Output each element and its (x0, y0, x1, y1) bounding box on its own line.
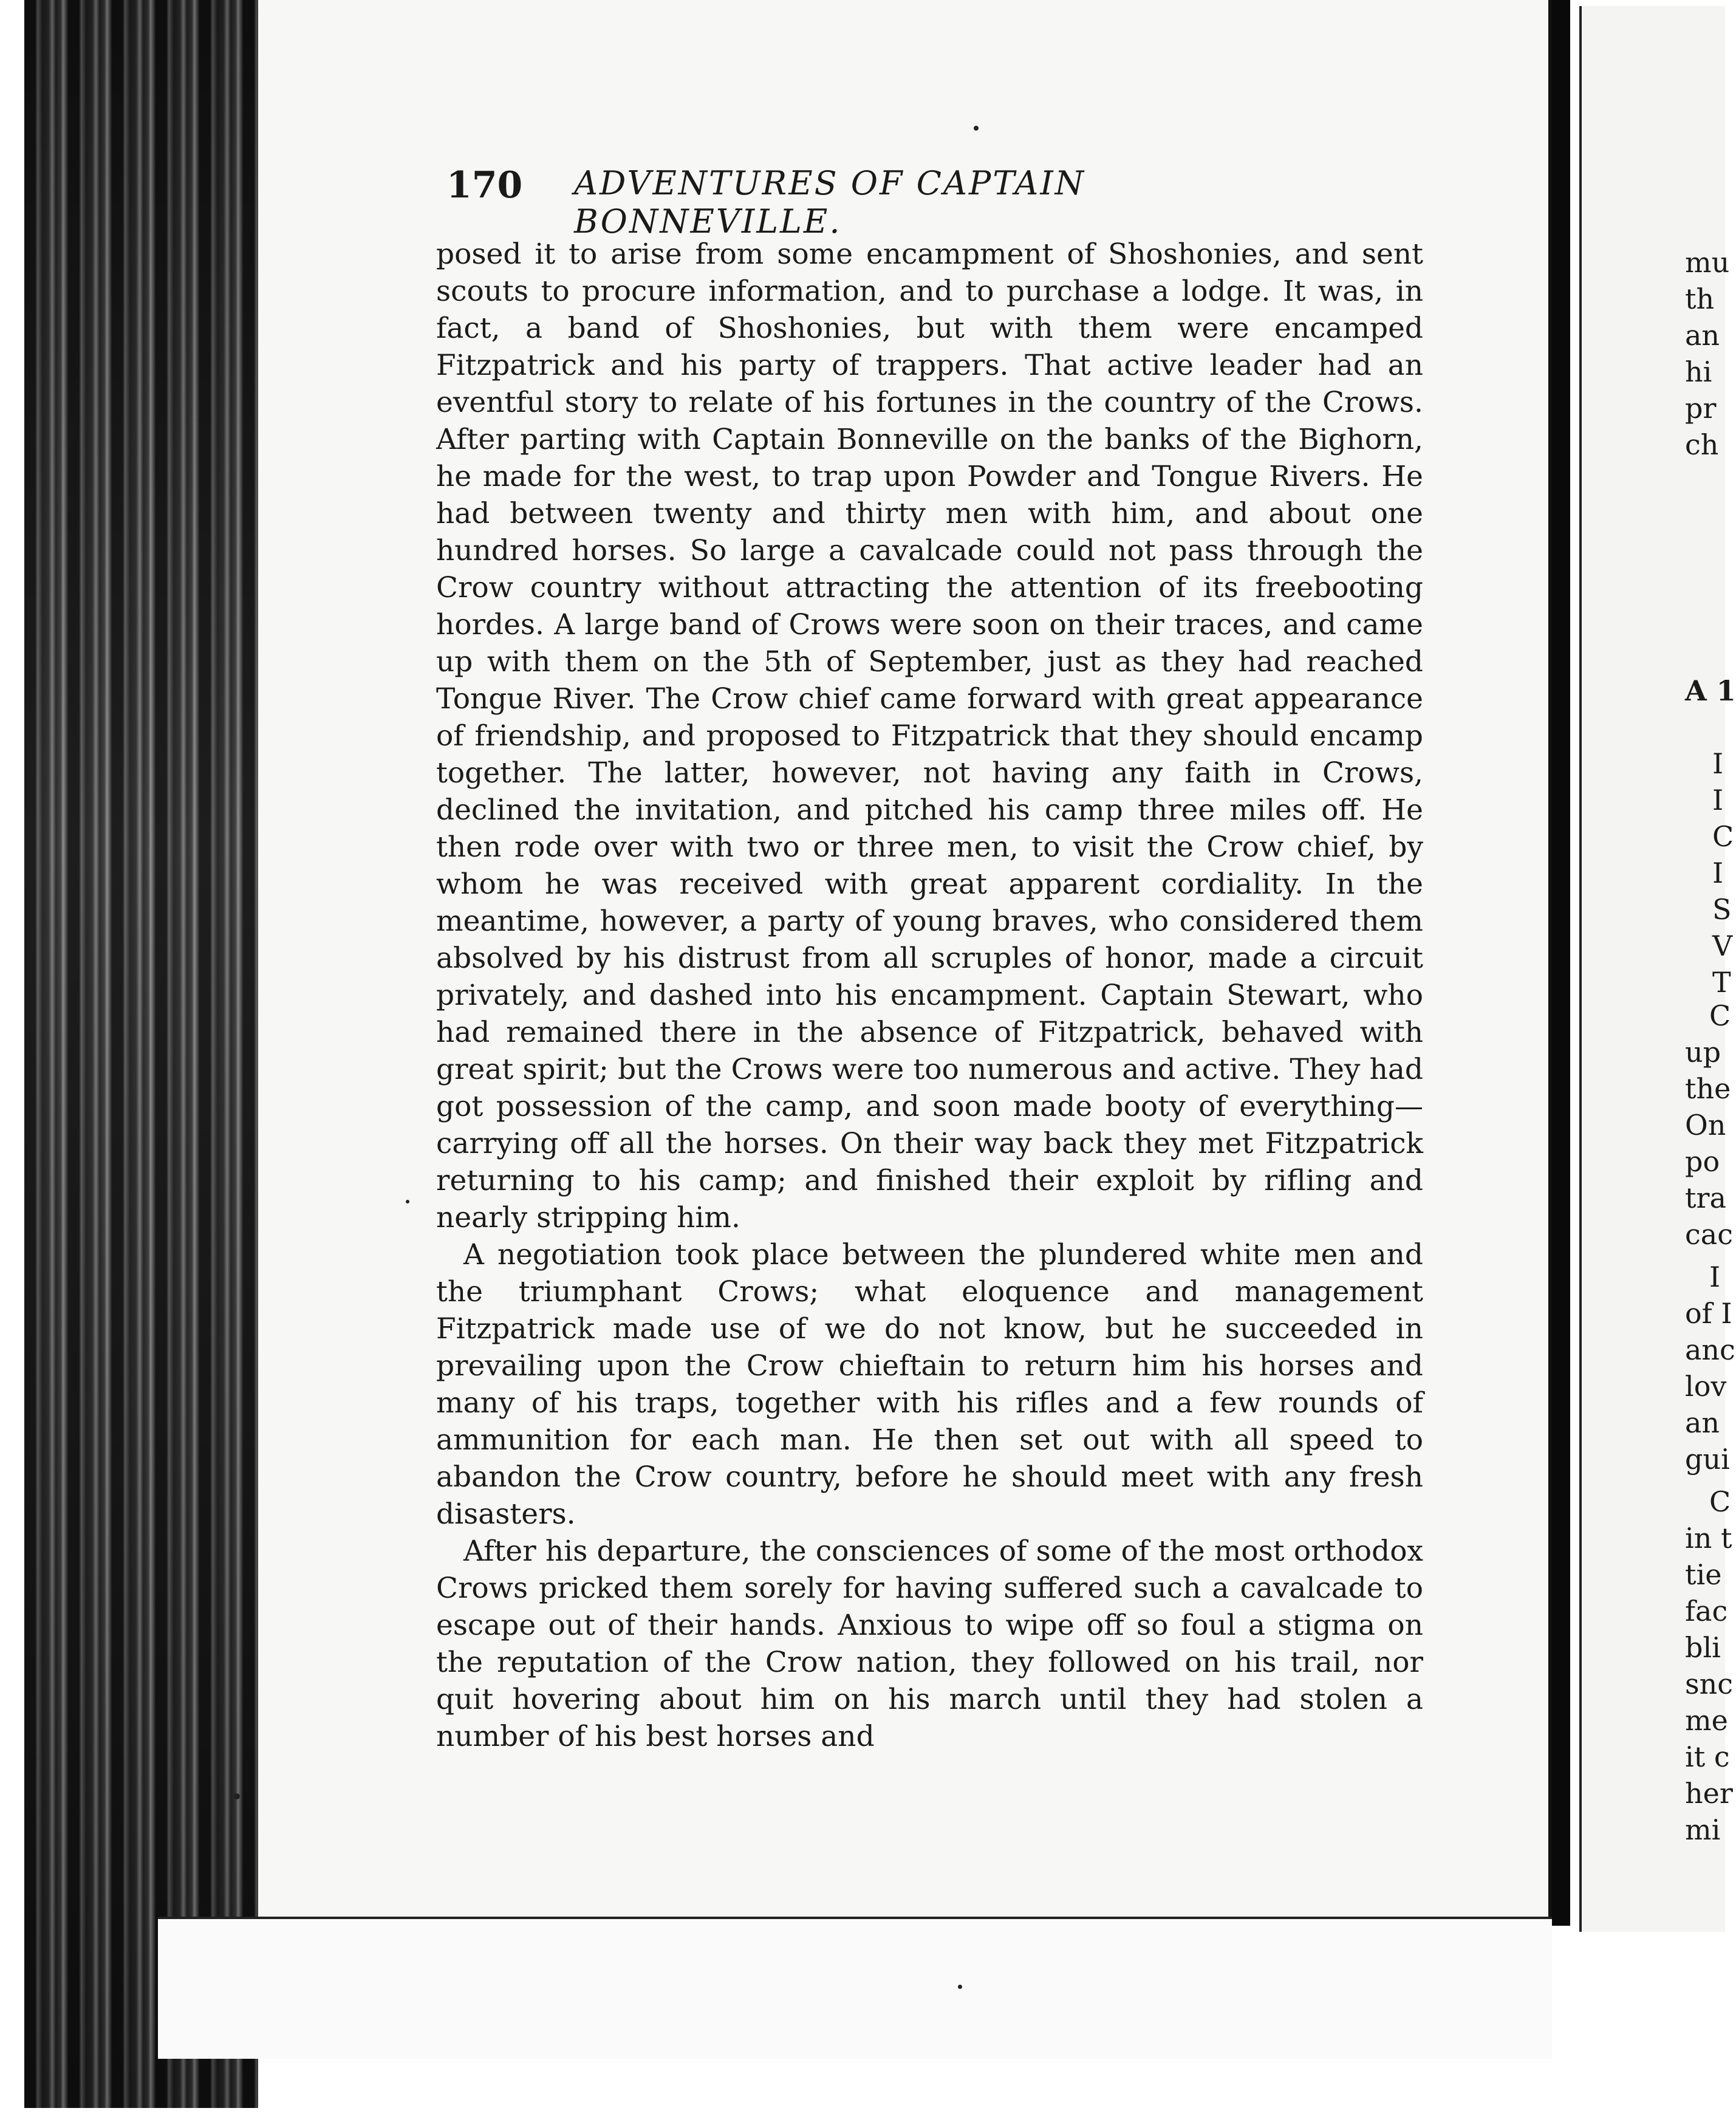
opposite-line: I (1712, 784, 1724, 816)
opposite-line: gui (1685, 1443, 1730, 1476)
opposite-line: A 1 (1685, 674, 1736, 707)
paragraph-1: posed it to arise from some encampment of Shoshonies, and sent scouts to procure information, and to purchase a lodge. It was, in fact, a band of Shoshonies, but with them were encamped Fitzpatrick and his party of trappers. That active leader had an eventful story to relate of his fortunes in the country of the Crows. After parting with Captain Bonneville on the banks of the Bighorn, he made for the west, to trap upon Powder and Tongue Rivers. He had between twenty and thirty men with him, and about one hundred horses. So large a cavalcade could not pass through the Crow country without attracting the attention of its freebooting hordes. A large band of Crows were soon on their traces, and came up with them on the 5th of September, just as they had reached Tongue River. The Crow chief came forward with great appearance of friendship, and proposed to Fitzpatrick that they should encamp together. The latter, however, not having any faith in Crows, declined the invitation, and pitched his camp three miles off. He then rode over with two or three men, to visit the Crow chief, by whom he was received with great apparent cordiality. In the meantime, however, a party of young braves, who considered them absolved by his distrust from all scruples of honor, made a circuit privately, and dashed into his encampment. Captain Stewart, who had remained there in the absence of Fitzpatrick, behaved with great spirit; but the Crows were too numerous and active. They had got possession of the camp, and soon made booty of everything—carrying off all the horses. On their way back they met Fitzpatrick returning to his camp; and finished their exploit by rifling and nearly stripping him. (436, 238, 1423, 1234)
body-text (436, 236, 1423, 1755)
scan-speck (234, 1793, 240, 1799)
opposite-line: mi (1685, 1813, 1721, 1846)
opposite-line: pr (1685, 392, 1717, 425)
page-bottom-edge (158, 1917, 1552, 2059)
opposite-line: S (1712, 893, 1732, 926)
opposite-line: in t (1685, 1522, 1732, 1555)
scan-margin (0, 0, 24, 2125)
book-fore-edge-shading (24, 0, 258, 2108)
opposite-line: hi (1685, 355, 1712, 388)
opposite-line: the (1685, 1072, 1731, 1105)
opposite-line: snc (1685, 1668, 1733, 1700)
opposite-line: anc (1685, 1333, 1735, 1366)
scan-speck (974, 126, 979, 131)
opposite-line: C (1709, 999, 1731, 1032)
opposite-line: tra (1685, 1182, 1726, 1214)
opposite-line: an (1685, 319, 1720, 352)
opposite-line: ch (1685, 428, 1719, 461)
opposite-line: mu (1685, 246, 1730, 279)
scan-speck (406, 1200, 409, 1203)
opposite-line: me (1685, 1704, 1728, 1737)
paragraph-2: A negotiation took place between the plundered white men and the triumphant Crows; what eloquence and management Fitzpatrick made use of we do not know, but he succeeded in prevailing upon the Crow chieftain to return him his horses and many of his traps, together with his rifles and a few rounds of ammunition for each man. He then set out with all speed to abandon the Crow country, before he should meet with any fresh disasters. (436, 1238, 1423, 1531)
scan-speck (958, 1985, 962, 1989)
opposite-line: lov (1685, 1370, 1727, 1403)
opposite-line: an (1685, 1406, 1720, 1439)
opposite-line: th (1685, 282, 1715, 315)
opposite-line: C (1712, 820, 1734, 853)
opposite-line: bli (1685, 1631, 1721, 1664)
opposite-line: I (1712, 747, 1724, 780)
opposite-line: I (1712, 857, 1724, 889)
opposite-line: I (1709, 1261, 1721, 1293)
opposite-line: po (1685, 1145, 1720, 1178)
opposite-line: T (1712, 966, 1731, 999)
opposite-line: it c (1685, 1740, 1730, 1773)
opposite-line: up (1685, 1036, 1721, 1069)
running-title: ADVENTURES OF CAPTAIN BONNEVILLE. (574, 164, 1085, 241)
opposite-line: C (1709, 1485, 1731, 1518)
opposite-line: tie (1685, 1558, 1722, 1591)
opposite-line: fac (1685, 1595, 1728, 1627)
opposite-page-text (1582, 6, 1736, 1932)
opposite-line: On (1685, 1109, 1726, 1141)
opposite-line: her (1685, 1777, 1733, 1810)
opposite-line: cac (1685, 1218, 1733, 1251)
opposite-line: of I (1685, 1297, 1732, 1330)
running-head (446, 164, 1312, 241)
page-gutter (1552, 0, 1570, 1926)
gutter-gap (1570, 0, 1579, 2125)
paragraph-3: After his departure, the consciences of some of the most orthodox Crows pricked them sorely for having suffered such a cavalcade to escape out of their hands. Anxious to wipe off so foul a stigma on the reputation of the Crow nation, they followed on his trail, nor quit hovering about him on his march until they had stolen a number of his best horses and (436, 1535, 1423, 1753)
opposite-line: V (1712, 929, 1733, 962)
page-number: 170 (446, 164, 523, 207)
